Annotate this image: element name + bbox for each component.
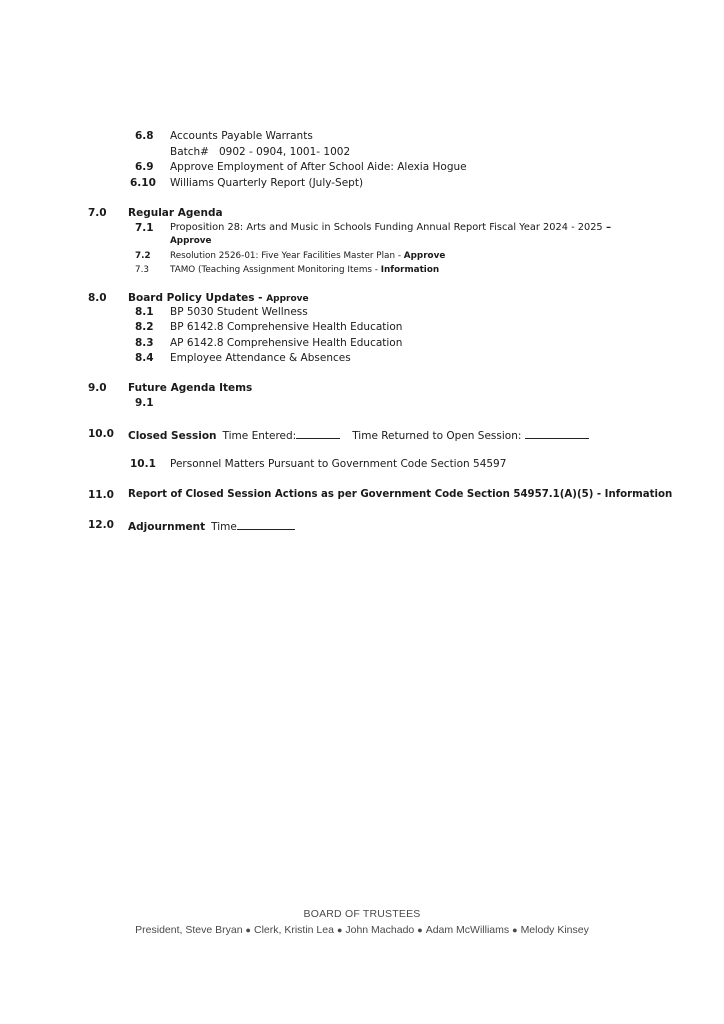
footer-board-title: BOARD OF TRUSTEES (303, 908, 421, 920)
item-number: 7.3 (135, 265, 149, 275)
section-number: 7.0 (88, 207, 107, 219)
item-number: 6.10 (130, 177, 156, 189)
separator-dot: ● (336, 925, 343, 935)
item-number: 8.2 (135, 321, 154, 333)
adjournment-time-blank (237, 519, 295, 530)
time-returned-label: Time Returned to Open Session: (352, 430, 522, 442)
agenda-item-6-8 (0, 129, 724, 145)
section-7-header (0, 206, 724, 222)
item-number: 8.4 (135, 352, 154, 364)
approve-label: Approve (403, 251, 446, 261)
section-9-header (0, 381, 724, 397)
section-title-main: Adjournment (128, 521, 206, 533)
item-number: 7.1 (135, 222, 154, 234)
member-name: Adam McWilliams (425, 924, 510, 936)
item-text-main: Resolution 2526-01: Five Year Facilities Master Plan - (170, 251, 404, 261)
section-title-main: Closed Session (128, 430, 217, 442)
batch-numbers: Batch# 0902 - 0904, 1001- 1002 (170, 146, 351, 158)
item-text: BP 6142.8 Comprehensive Health Education (170, 321, 403, 333)
separator-dot: ● (512, 925, 518, 935)
item-number: 8.3 (135, 337, 154, 349)
agenda-item-6-8-batch (0, 145, 724, 161)
item-text: BP 5030 Student Wellness (170, 306, 308, 318)
item-number: 6.9 (135, 161, 154, 173)
item-text-main: Proposition 28: Arts and Music in Schools Funding Annual Report Fiscal Year 2024 - 2025 (170, 222, 603, 233)
item-text-main: TAMO (Teaching Assignment Monitoring Items - (170, 265, 381, 275)
time-entered-label: Time Entered: (222, 430, 297, 442)
item-number: 9.1 (135, 397, 154, 409)
separator-dot: ● (245, 925, 251, 935)
separator-dot: ● (417, 925, 423, 935)
item-text: AP 6142.8 Comprehensive Health Education (170, 337, 403, 349)
section-number: 10.0 (88, 428, 114, 440)
member-name: Clerk, Kristin Lea (253, 924, 334, 936)
section-10-header (0, 427, 724, 443)
section-title: Report of Closed Session Actions as per Government Code Section 54957.1(A)(5) - Information (128, 489, 673, 500)
section-number: 9.0 (88, 382, 107, 394)
item-number: 8.1 (135, 306, 154, 318)
section-title-main: Board Policy Updates - (128, 292, 267, 304)
item-text (170, 222, 611, 233)
approve-label: Approve (170, 236, 212, 246)
member-name: President, Steve Bryan (135, 924, 243, 936)
agenda-item-6-10 (0, 176, 724, 192)
item-number: 7.2 (135, 251, 151, 261)
section-number: 8.0 (88, 292, 107, 304)
item-number: 6.8 (135, 130, 154, 142)
item-text (170, 251, 445, 261)
agenda-item-8-2 (0, 320, 724, 336)
adjournment-time-label: Time (211, 521, 237, 533)
section-title: Future Agenda Items (128, 382, 253, 394)
item-text: Personnel Matters Pursuant to Government Code Section 54597 (170, 458, 507, 470)
item-text: Employee Attendance & Absences (170, 352, 351, 364)
member-name: Melody Kinsey (520, 924, 589, 936)
item-text: Accounts Payable Warrants (170, 130, 313, 142)
item-number: 10.1 (130, 458, 156, 470)
agenda-item-8-4 (0, 351, 724, 367)
section-11-header (0, 488, 724, 504)
section-number: 12.0 (88, 519, 114, 531)
section-title (128, 292, 309, 304)
section-title (128, 428, 589, 442)
agenda-item-7-3 (0, 263, 724, 279)
section-number: 11.0 (88, 489, 114, 501)
footer-members (0, 924, 724, 936)
member-name: John Machado (345, 924, 415, 936)
item-text: Approve Employment of After School Aide: Alexia Hogue (170, 161, 467, 173)
section-title: Regular Agenda (128, 207, 223, 219)
agenda-item-10-1 (0, 457, 724, 473)
time-entered-blank (296, 428, 340, 439)
item-text (170, 265, 439, 275)
section-12-header (0, 518, 724, 534)
item-text: Williams Quarterly Report (July-Sept) (170, 177, 364, 189)
time-returned-blank (525, 428, 589, 439)
agenda-item-8-3 (0, 336, 724, 352)
agenda-item-6-9 (0, 160, 724, 176)
section-title (128, 519, 295, 533)
approve-label: Approve (266, 294, 309, 304)
agenda-item-8-1 (0, 305, 724, 321)
item-text-suffix: – (602, 222, 611, 233)
agenda-item-9-1 (0, 396, 724, 412)
information-label: Information (380, 265, 440, 275)
